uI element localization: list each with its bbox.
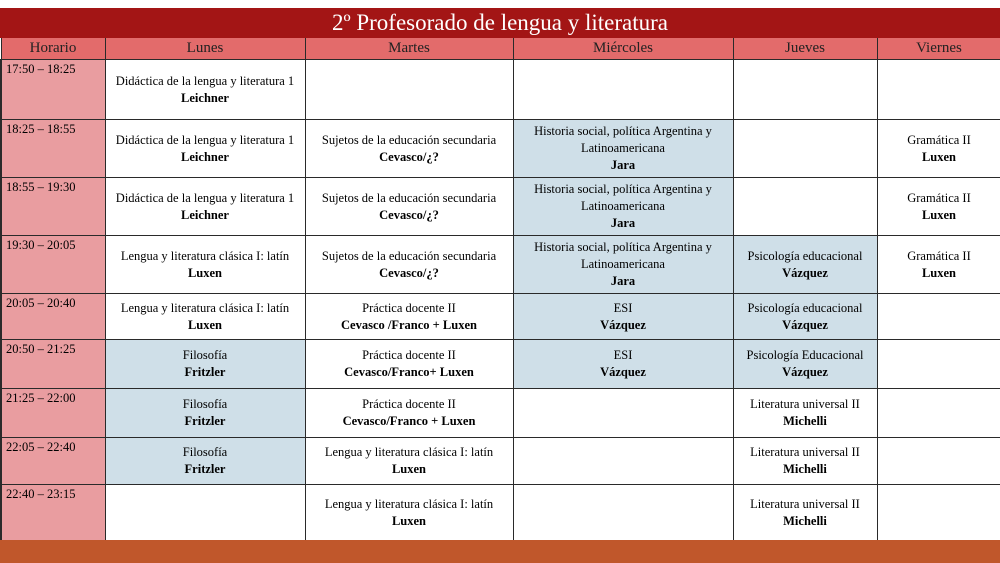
time-slot: 22:05 – 22:40 <box>1 438 105 485</box>
footer-bar <box>0 540 1000 563</box>
teacher-name: Michelli <box>783 513 827 528</box>
teacher-name: Leichner <box>181 149 229 164</box>
teacher-name: Luxen <box>187 317 223 332</box>
time-slot: 18:55 – 19:30 <box>1 178 105 236</box>
schedule-cell-jueves <box>733 389 877 438</box>
header-martes: Martes <box>305 38 513 60</box>
schedule-cell-miercoles <box>513 178 733 236</box>
teacher-name: Cevasco/Franco + Luxen <box>342 414 476 428</box>
teacher-name: Luxen <box>921 149 957 164</box>
teacher-name: Luxen <box>391 462 427 476</box>
schedule-cell-miercoles <box>513 389 733 438</box>
subject-name: Práctica docente II <box>362 397 456 411</box>
teacher-name: Michelli <box>783 462 827 476</box>
schedule-cell-miercoles <box>513 340 733 389</box>
subject-name: Filosofía <box>182 445 228 459</box>
header-row <box>1 38 1000 60</box>
schedule-cell-lunes <box>105 438 305 485</box>
schedule-cell-jueves <box>733 438 877 485</box>
schedule-cell-viernes <box>877 485 1000 541</box>
subject-name: Filosofía <box>182 397 228 411</box>
page-title: 2º Profesorado de lengua y literatura <box>0 8 1000 38</box>
table-row <box>1 120 1000 178</box>
schedule-cell-viernes <box>877 120 1000 178</box>
teacher-name: Luxen <box>391 513 427 528</box>
time-slot: 21:25 – 22:00 <box>1 389 105 438</box>
schedule-cell-miercoles <box>513 485 733 541</box>
subject-name: Filosofía <box>182 348 228 362</box>
teacher-name: Vázquez <box>782 265 828 280</box>
teacher-name: Cevasco/¿? <box>379 149 439 164</box>
schedule-cell-martes <box>305 294 513 340</box>
subject-name: Gramática II <box>907 190 971 205</box>
time-slot: 17:50 – 18:25 <box>1 60 105 120</box>
schedule-cell-lunes <box>105 389 305 438</box>
subject-name: Psicología educacional <box>747 300 863 315</box>
subject-name: Literatura universal II <box>750 496 860 511</box>
time-slot: 20:50 – 21:25 <box>1 340 105 389</box>
schedule-cell-miercoles <box>513 60 733 120</box>
schedule-cell-jueves <box>733 294 877 340</box>
time-slot: 18:25 – 18:55 <box>1 120 105 178</box>
subject-name: ESI <box>613 348 633 362</box>
schedule-cell-jueves <box>733 120 877 178</box>
schedule-cell-viernes <box>877 438 1000 485</box>
schedule-cell-lunes <box>105 236 305 294</box>
header-jueves: Jueves <box>733 38 877 60</box>
schedule-cell-lunes <box>105 294 305 340</box>
subject-name: Didáctica de la lengua y literatura 1 <box>115 73 295 88</box>
time-slot: 20:05 – 20:40 <box>1 294 105 340</box>
subject-name: Historia social, política Argentina y Latinoamericana <box>534 182 712 213</box>
schedule-cell-martes <box>305 60 513 120</box>
subject-name: Didáctica de la lengua y literatura 1 <box>115 190 295 205</box>
schedule-cell-miercoles <box>513 294 733 340</box>
schedule-cell-viernes <box>877 294 1000 340</box>
header-miercoles: Miércoles <box>513 38 733 60</box>
header-horario: Horario <box>1 38 105 60</box>
subject-name: Lengua y literatura clásica I: latín <box>324 445 494 459</box>
subject-name: Lengua y literatura clásica I: latín <box>324 496 494 511</box>
subject-name: Psicología educacional <box>747 248 863 263</box>
schedule-cell-miercoles <box>513 438 733 485</box>
table-row <box>1 60 1000 120</box>
teacher-name: Fritzler <box>184 365 226 379</box>
teacher-name: Leichner <box>181 90 229 105</box>
schedule-cell-lunes <box>105 178 305 236</box>
schedule-cell-viernes <box>877 389 1000 438</box>
header-lunes: Lunes <box>105 38 305 60</box>
teacher-name: Leichner <box>181 207 229 222</box>
subject-name: Sujetos de la educación secundaria <box>321 132 497 147</box>
table-row <box>1 438 1000 485</box>
teacher-name: Fritzler <box>184 414 226 428</box>
schedule-cell-jueves <box>733 236 877 294</box>
schedule-cell-jueves <box>733 340 877 389</box>
subject-name: Gramática II <box>907 248 971 263</box>
teacher-name: Vázquez <box>782 365 828 379</box>
teacher-name: Cevasco/Franco+ Luxen <box>344 365 474 379</box>
table-row <box>1 389 1000 438</box>
schedule-cell-martes <box>305 485 513 541</box>
schedule-cell-jueves <box>733 485 877 541</box>
teacher-name: Vázquez <box>600 317 646 332</box>
subject-name: Práctica docente II <box>362 300 456 315</box>
subject-name: Sujetos de la educación secundaria <box>321 248 497 263</box>
teacher-name: Vázquez <box>782 317 828 332</box>
schedule-cell-jueves <box>733 60 877 120</box>
subject-name: Gramática II <box>907 132 971 147</box>
header-viernes: Viernes <box>877 38 1000 60</box>
schedule-cell-martes <box>305 340 513 389</box>
teacher-name: Luxen <box>187 265 223 280</box>
schedule-cell-martes <box>305 236 513 294</box>
subject-name: Lengua y literatura clásica I: latín <box>120 248 290 263</box>
schedule-cell-lunes <box>105 60 305 120</box>
teacher-name: Jara <box>610 216 636 230</box>
teacher-name: Jara <box>610 274 636 288</box>
subject-name: Psicología Educacional <box>746 348 864 362</box>
subject-name: Sujetos de la educación secundaria <box>321 190 497 205</box>
subject-name: ESI <box>613 300 633 315</box>
schedule-cell-viernes <box>877 236 1000 294</box>
schedule-table <box>0 38 1000 541</box>
schedule-cell-viernes <box>877 178 1000 236</box>
table-row <box>1 178 1000 236</box>
teacher-name: Luxen <box>921 265 957 280</box>
subject-name: Lengua y literatura clásica I: latín <box>120 300 290 315</box>
subject-name: Historia social, política Argentina y Latinoamericana <box>534 240 712 271</box>
teacher-name: Cevasco/¿? <box>379 265 439 280</box>
schedule-cell-viernes <box>877 60 1000 120</box>
schedule-cell-jueves <box>733 178 877 236</box>
subject-name: Historia social, política Argentina y Latinoamericana <box>534 124 712 155</box>
table-row <box>1 294 1000 340</box>
teacher-name: Cevasco /Franco + Luxen <box>341 317 477 332</box>
schedule-cell-lunes <box>105 120 305 178</box>
teacher-name: Luxen <box>921 207 957 222</box>
table-row <box>1 340 1000 389</box>
teacher-name: Cevasco/¿? <box>379 207 439 222</box>
teacher-name: Jara <box>610 158 636 172</box>
teacher-name: Michelli <box>783 414 827 428</box>
schedule-cell-viernes <box>877 340 1000 389</box>
time-slot: 19:30 – 20:05 <box>1 236 105 294</box>
schedule-cell-miercoles <box>513 236 733 294</box>
subject-name: Didáctica de la lengua y literatura 1 <box>115 132 295 147</box>
teacher-name: Fritzler <box>184 462 226 476</box>
subject-name: Literatura universal II <box>750 445 860 459</box>
schedule-cell-martes <box>305 120 513 178</box>
schedule-cell-lunes <box>105 340 305 389</box>
table-row <box>1 236 1000 294</box>
schedule-cell-martes <box>305 178 513 236</box>
subject-name: Práctica docente II <box>362 348 456 362</box>
schedule-cell-miercoles <box>513 120 733 178</box>
table-row <box>1 485 1000 541</box>
time-slot: 22:40 – 23:15 <box>1 485 105 541</box>
teacher-name: Vázquez <box>600 365 646 379</box>
schedule-cell-martes <box>305 389 513 438</box>
schedule-body <box>1 60 1000 541</box>
subject-name: Literatura universal II <box>750 397 860 411</box>
schedule-cell-lunes <box>105 485 305 541</box>
schedule-cell-martes <box>305 438 513 485</box>
